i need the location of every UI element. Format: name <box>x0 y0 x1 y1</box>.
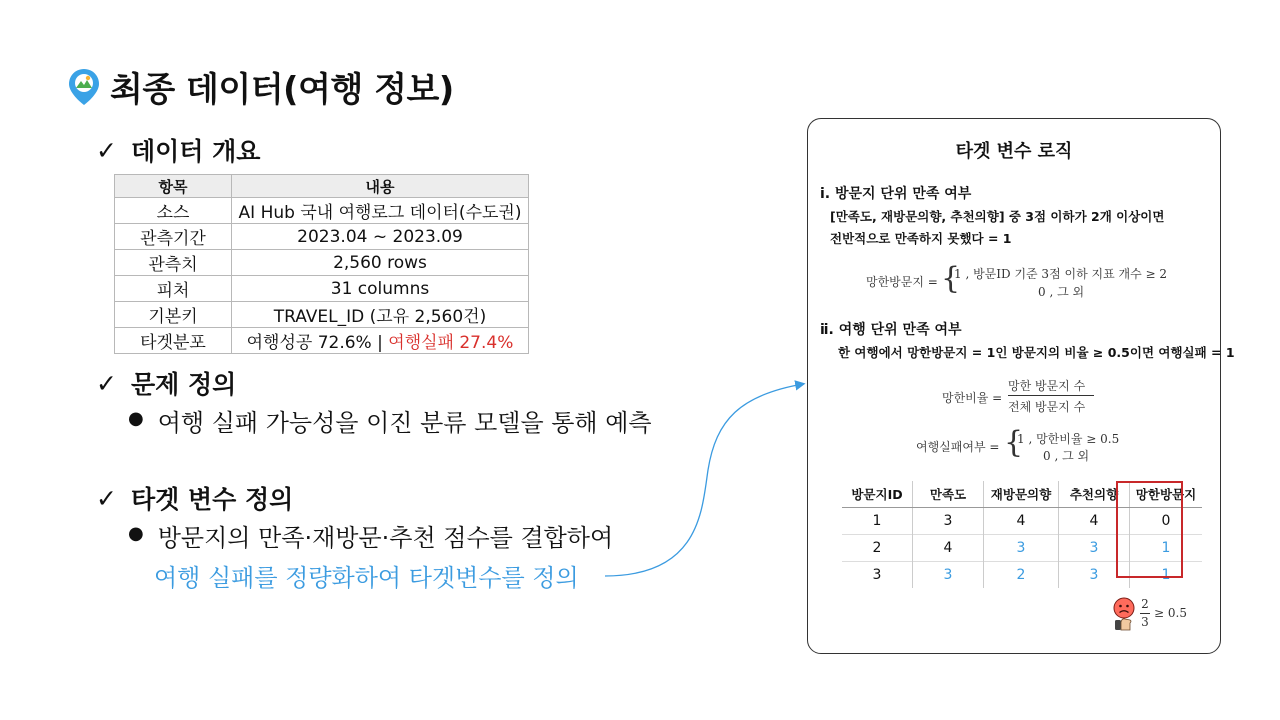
ratio-denominator: 전체 방문지 수 <box>1008 400 1086 414</box>
ratio-lhs: 망한비율 = <box>942 391 1003 405</box>
table-cell-low: 3 <box>1059 562 1130 589</box>
table-cell: 0 <box>1130 508 1203 535</box>
problem-heading-text: 문제 정의 <box>130 370 237 399</box>
target-logic-panel <box>807 118 1235 654</box>
fraction-bar <box>1140 613 1150 614</box>
result-threshold: ≥ 0.5 <box>1154 606 1187 620</box>
problem-bullet-text: 여행 실패 가능성을 이진 분류 모델을 통해 예측 <box>157 409 652 437</box>
brace-icon: { <box>941 261 961 296</box>
table-header: 항목 <box>115 175 232 198</box>
table-cell: 31 columns <box>232 276 529 302</box>
table-header: 방문지ID <box>842 481 913 508</box>
bullet-dot: ● <box>128 523 144 544</box>
dist-success: 여행성공 72.6% <box>246 333 372 353</box>
table-header: 추천의향 <box>1059 481 1130 508</box>
panel-title: 타겟 변수 로직 <box>955 141 1073 162</box>
result-denominator: 3 <box>1141 615 1149 629</box>
table-cell: 4 <box>984 508 1059 535</box>
result-numerator: 2 <box>1141 597 1149 611</box>
bullet-dot: ● <box>128 408 144 429</box>
sad-face-icon <box>1112 597 1136 633</box>
table-header: 재방문의향 <box>984 481 1059 508</box>
table-cell: 기본키 <box>115 302 232 328</box>
formula1-lhs: 망한방문지 = <box>866 275 938 289</box>
table-cell-flag: 1 <box>1130 562 1203 589</box>
table-cell: 2,560 rows <box>232 250 529 276</box>
table-cell: 2 <box>842 535 913 562</box>
step2-line1: 한 여행에서 망한방문지 = 1인 방문지의 비율 ≥ 0.5이면 여행실패 = 1 <box>838 345 1235 360</box>
table-cell-low: 3 <box>913 562 984 589</box>
formula1-case2: 0 , 그 외 <box>1038 285 1085 299</box>
table-cell-flag: 1 <box>1130 535 1203 562</box>
step1-line1: [만족도, 재방문의향, 추천의향] 중 3점 이하가 2개 이상이면 <box>830 209 1165 224</box>
table-cell: 3 <box>842 562 913 589</box>
fraction-bar <box>1008 395 1094 396</box>
step2-heading: ⅱ. 여행 단위 만족 여부 <box>820 322 962 338</box>
dist-separator: | <box>371 333 389 353</box>
table-cell: 피처 <box>115 276 232 302</box>
table-cell: 관측기간 <box>115 224 232 250</box>
highlight-box <box>1116 481 1183 578</box>
target-bullet-text: 방문지의 만족·재방문·추천 점수를 결합하여 <box>157 524 614 552</box>
page-title: 최종 데이터(여행 정보) <box>110 70 454 110</box>
target-heading-text: 타겟 변수 정의 <box>130 485 294 514</box>
table-header: 내용 <box>232 175 529 198</box>
fail-formula-lhs: 여행실패여부 = <box>916 440 1000 454</box>
overview-heading-text: 데이터 개요 <box>130 137 261 166</box>
brace-icon: { <box>1004 425 1024 460</box>
table-cell: 4 <box>1059 508 1130 535</box>
table-cell: 소스 <box>115 198 232 224</box>
table-cell: 1 <box>842 508 913 535</box>
step1-heading: ⅰ. 방문지 단위 만족 여부 <box>820 186 972 202</box>
table-cell: 3 <box>913 508 984 535</box>
formula1-case1: 1 , 방문ID 기준 3점 이하 지표 개수 ≥ 2 <box>954 267 1167 281</box>
target-bullet-text-highlight: 여행 실패를 정량화하여 타겟변수를 정의 <box>154 564 579 592</box>
ratio-numerator: 망한 방문지 수 <box>1008 379 1086 393</box>
table-cell-low: 2 <box>984 562 1059 589</box>
fail-formula-case1: 1 , 망한비율 ≥ 0.5 <box>1017 432 1120 446</box>
step1-line2: 전반적으로 만족하지 못했다 = 1 <box>830 231 1012 246</box>
table-cell: 4 <box>913 535 984 562</box>
table-cell: 타겟분포 <box>115 328 232 354</box>
check-icon: ✓ <box>96 135 117 165</box>
table-cell: AI Hub 국내 여행로그 데이터(수도권) <box>232 198 529 224</box>
dist-fail: 여행실패 27.4% <box>388 333 514 353</box>
check-icon: ✓ <box>96 483 117 513</box>
table-header: 만족도 <box>913 481 984 508</box>
table-cell: 관측치 <box>115 250 232 276</box>
table-cell: 2023.04 ~ 2023.09 <box>232 224 529 250</box>
table-cell-low: 3 <box>1059 535 1130 562</box>
check-icon: ✓ <box>96 368 117 398</box>
table-cell-low: 3 <box>984 535 1059 562</box>
fail-formula-case2: 0 , 그 외 <box>1043 449 1090 463</box>
table-header: 망한방문지 <box>1130 481 1203 508</box>
table-cell: TRAVEL_ID (고유 2,560건) <box>232 302 529 328</box>
